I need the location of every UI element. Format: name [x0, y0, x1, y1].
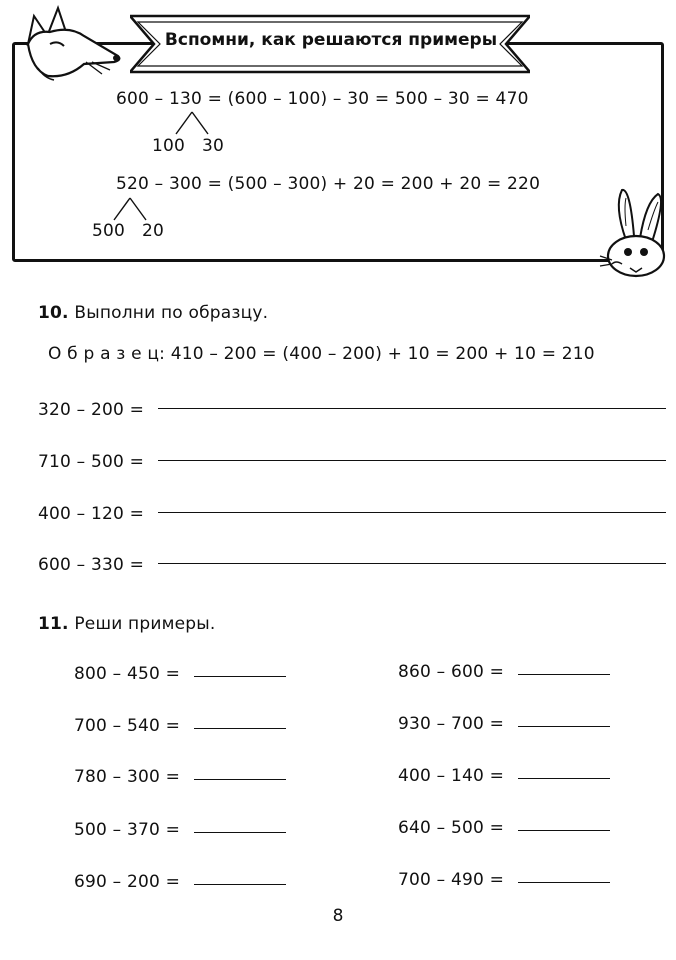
- answer-line[interactable]: [518, 830, 610, 831]
- task-11-left-item: 690 – 200 =: [74, 872, 181, 892]
- answer-line[interactable]: [158, 563, 666, 564]
- answer-line[interactable]: [518, 674, 610, 675]
- split-lines-1: [170, 110, 220, 136]
- answer-line[interactable]: [194, 884, 286, 885]
- fox-head-icon: [14, 4, 124, 84]
- task-11-right-item: 700 – 490 =: [398, 870, 505, 890]
- task-11-right-item: 860 – 600 =: [398, 662, 505, 682]
- split-part-2a: 500: [92, 221, 126, 241]
- task-10-item: 320 – 200 =: [38, 400, 145, 420]
- reminder-example-2: 520 – 300 = (500 – 300) + 20 = 200 + 20 = 220: [116, 174, 541, 194]
- page-number: 8: [332, 906, 344, 926]
- reminder-title: Вспомни, как решаются примеры: [164, 30, 498, 50]
- split-part-2b: 20: [142, 221, 165, 241]
- answer-line[interactable]: [518, 726, 610, 727]
- task-11-left-item: 700 – 540 =: [74, 716, 181, 736]
- split-lines-2: [108, 196, 158, 222]
- task-10-title: Выполни по образцу.: [74, 303, 269, 323]
- task-11-heading: [38, 614, 216, 634]
- task-10-number: 10.: [38, 303, 69, 323]
- answer-line[interactable]: [158, 512, 666, 513]
- answer-line[interactable]: [158, 408, 666, 409]
- split-part-1a: 100: [152, 136, 186, 156]
- reminder-example-1: 600 – 130 = (600 – 100) – 30 = 500 – 30 = 470: [116, 89, 529, 109]
- task-10-item: 710 – 500 =: [38, 452, 145, 472]
- answer-line[interactable]: [158, 460, 666, 461]
- task-11-right-item: 400 – 140 =: [398, 766, 505, 786]
- answer-line[interactable]: [518, 882, 610, 883]
- sample-label: О б р а з е ц:: [48, 344, 166, 364]
- task-10-item: 400 – 120 =: [38, 504, 145, 524]
- split-part-1b: 30: [202, 136, 225, 156]
- task-10-heading: [38, 303, 268, 323]
- task-11-number: 11.: [38, 614, 69, 634]
- task-11-left-item: 800 – 450 =: [74, 664, 181, 684]
- task-11-title: Реши примеры.: [74, 614, 216, 634]
- answer-line[interactable]: [194, 779, 286, 780]
- task-11-left-item: 500 – 370 =: [74, 820, 181, 840]
- task-10-item: 600 – 330 =: [38, 555, 145, 575]
- sample-text: 410 – 200 = (400 – 200) + 10 = 200 + 10 = 210: [170, 344, 595, 364]
- rabbit-head-icon: [596, 186, 668, 278]
- answer-line[interactable]: [194, 832, 286, 833]
- answer-line[interactable]: [194, 676, 286, 677]
- task-11-right-item: 930 – 700 =: [398, 714, 505, 734]
- task-10-sample: [48, 344, 595, 364]
- answer-line[interactable]: [518, 778, 610, 779]
- task-11-left-item: 780 – 300 =: [74, 767, 181, 787]
- task-11-right-item: 640 – 500 =: [398, 818, 505, 838]
- answer-line[interactable]: [194, 728, 286, 729]
